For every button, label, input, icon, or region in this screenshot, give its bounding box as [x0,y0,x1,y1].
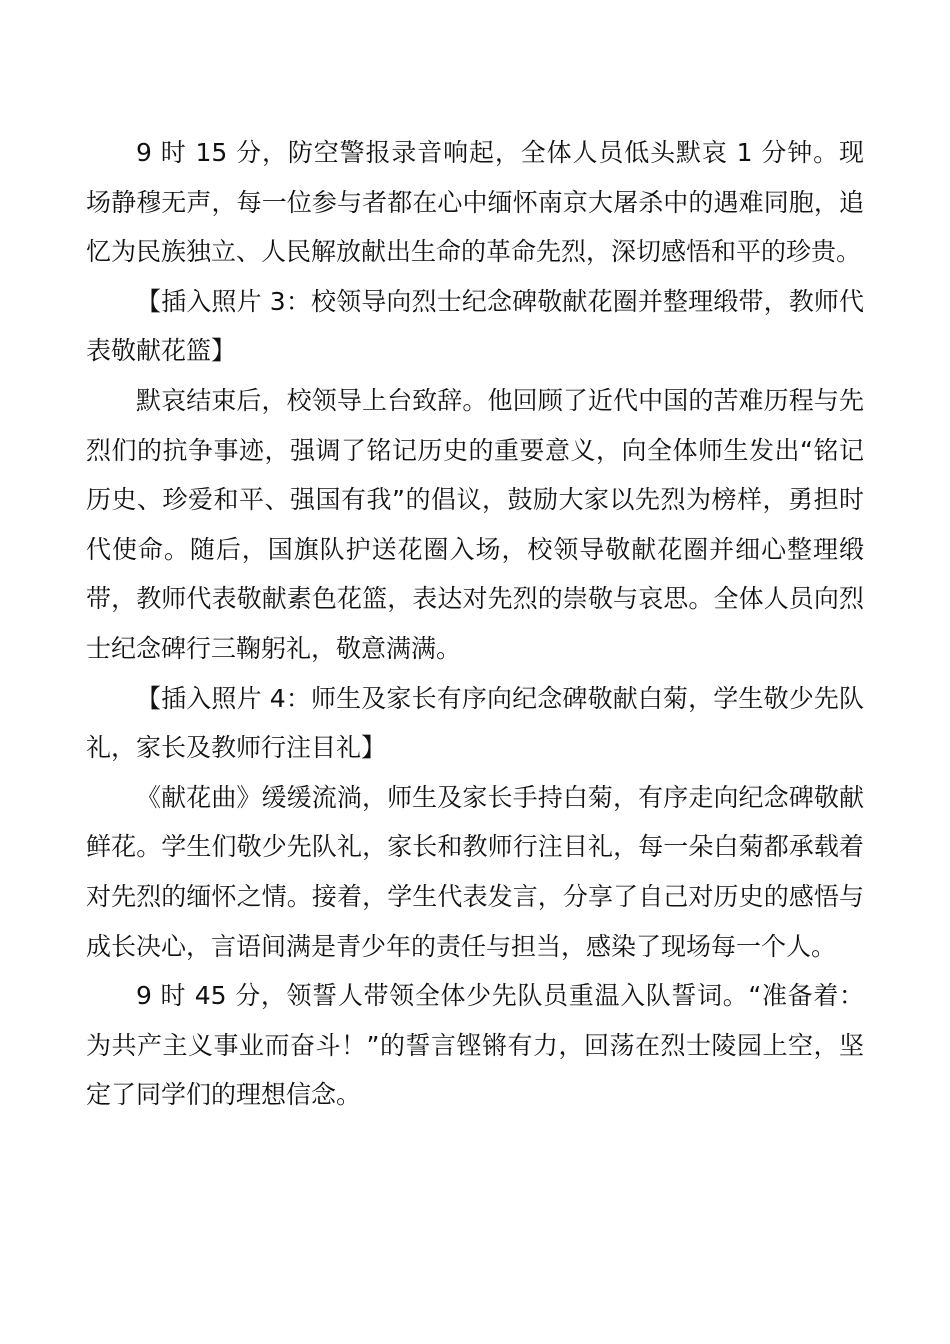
paragraph-oath: 9 时 45 分，领誓人带领全体少先队员重温入队誓词。“准备着：为共产主义事业而奋斗！”的誓言铿锵有力，回荡在烈士陵园上空，坚定了同学们的理想信念。 [86,981,864,1110]
document-page [86,128,864,1120]
photo-placeholder-4: 【插入照片 4：师生及家长有序向纪念碑敬献白菊，学生敬少先队礼，家长及教师行注目礼】 [86,683,864,763]
paragraph-leader-speech: 默哀结束后，校领导上台致辞。他回顾了近代中国的苦难历程与先烈们的抗争事迹，强调了铭记历史的重要意义，向全体师生发出“铭记历史、珍爱和平、强国有我”的倡议，鼓励大家以先烈为榜样，勇担时代使命。随后，国旗队护送花圈入场，校领导敬献花圈并细心整理缎带，教师代表敬献素色花篮，表达对先烈的崇敬与哀思。全体人员向烈士纪念碑行三鞠躬礼，敬意满满。 [86,385,864,663]
paragraph-moment-of-silence: 9 时 15 分，防空警报录音响起，全体人员低头默哀 1 分钟。现场静穆无声，每一位参与者都在心中缅怀南京大屠杀中的遇难同胞，追忆为民族独立、人民解放献出生命的革命先烈，深切感悟和平的珍贵。 [86,138,864,267]
photo-placeholder-3: 【插入照片 3：校领导向烈士纪念碑敬献花圈并整理缎带，教师代表敬献花篮】 [86,286,864,366]
paragraph-flower-offering: 《献花曲》缓缓流淌，师生及家长手持白菊，有序走向纪念碑敬献鲜花。学生们敬少先队礼，家长和教师行注目礼，每一朵白菊都承载着对先烈的缅怀之情。接着，学生代表发言，分享了自己对历史的感悟与成长决心，言语间满是青少年的责任与担当，感染了现场每一个人。 [86,782,864,961]
